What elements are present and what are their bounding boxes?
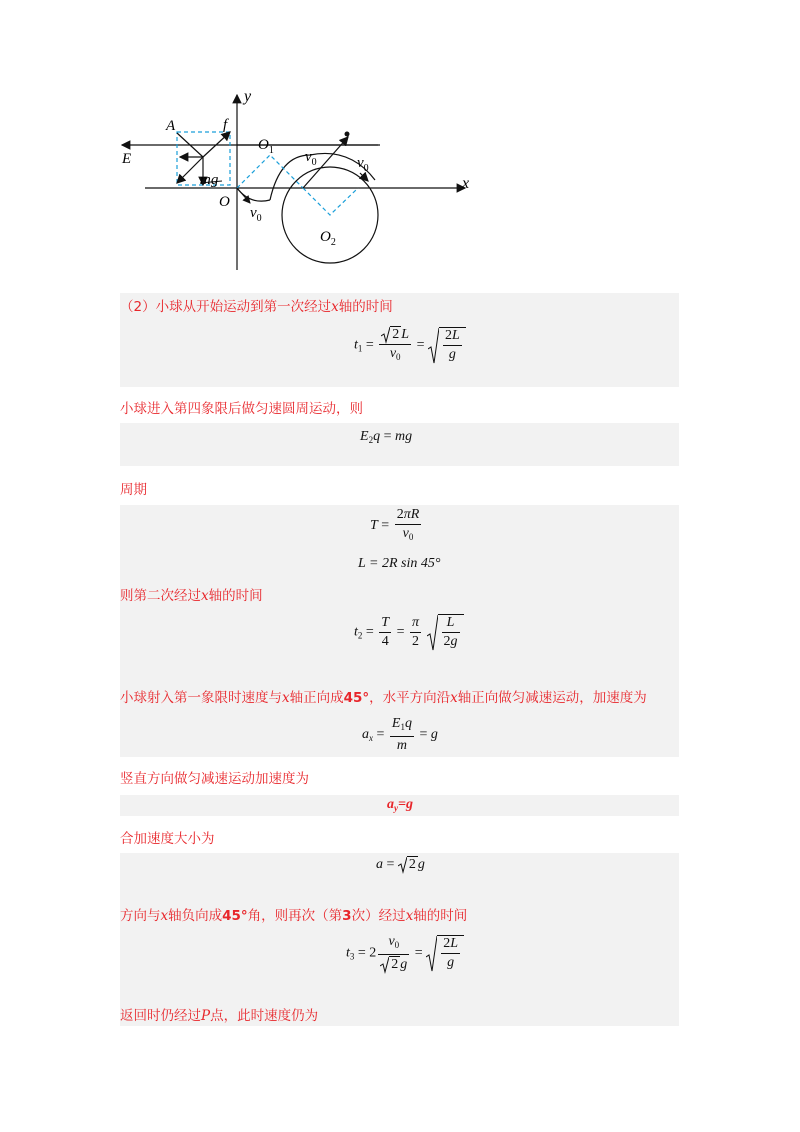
label-x: x <box>462 175 470 192</box>
para-8: 方向与x轴负向成45°角，则再次（第3次）经过x轴的时间 <box>120 908 468 924</box>
para-7: 合加速度大小为 <box>120 831 215 847</box>
label-O1: $O_1$ <box>258 137 274 156</box>
equation-t3: $t_3 = 2$ $\frac{v_0}{2 g}$ = $\frac{2L}{g}$ <box>346 934 464 973</box>
para-9: 返回时仍经过P点，此时速度仍为 <box>120 1008 319 1024</box>
label-v0-right: $v_0$ <box>357 155 369 174</box>
label-A: A <box>166 118 176 134</box>
label-mg: mg <box>200 172 219 188</box>
label-y: y <box>244 88 252 105</box>
equation-e2q: $E_2q$ = mg <box>360 429 413 445</box>
label-O: O <box>219 194 230 210</box>
label-v0-mid: $v_0$ <box>305 149 317 168</box>
equation-period: T = $\frac{2\pi R}{v_0}$ <box>370 507 420 542</box>
equation-ay: $a_y=g$ <box>387 797 413 813</box>
label-E: E <box>122 151 132 167</box>
point-p <box>345 132 350 137</box>
para-6: 竖直方向做匀减速运动加速度为 <box>120 771 309 787</box>
physics-diagram <box>110 85 490 285</box>
equation-ax: $a_x$ = $\frac{E_1q}{m}$ = g <box>362 716 438 753</box>
equation-t2: $t_2$ = $\frac{T}{4}$ = $\frac{\pi}{2}$ $\frac{L}{2g}$ <box>354 614 464 650</box>
para-1: （2）小球从开始运动到第一次经过x轴的时间 <box>120 299 393 315</box>
trajectory-arc-1 <box>237 188 270 201</box>
label-O2: $O_2$ <box>320 229 336 248</box>
equation-a: a = 2 g <box>376 857 425 872</box>
equation-L: L = 2R sin 45° <box>358 556 441 571</box>
label-v0-origin: $v_0$ <box>250 205 262 224</box>
label-f: f <box>223 117 228 133</box>
para-3: 周期 <box>120 482 147 498</box>
para-2: 小球进入第四象限后做匀速圆周运动，则 <box>120 401 363 417</box>
para-4: 则第二次经过x轴的时间 <box>120 588 263 604</box>
equation-t1: $t_1$ = $\frac{2 L}{v_0}$ = $\frac{2L}{g}$ <box>354 326 466 365</box>
para-5: 小球射入第一象限时速度与x轴正向成45°，水平方向沿x轴正向做匀减速运动，加速度为 <box>120 690 647 706</box>
